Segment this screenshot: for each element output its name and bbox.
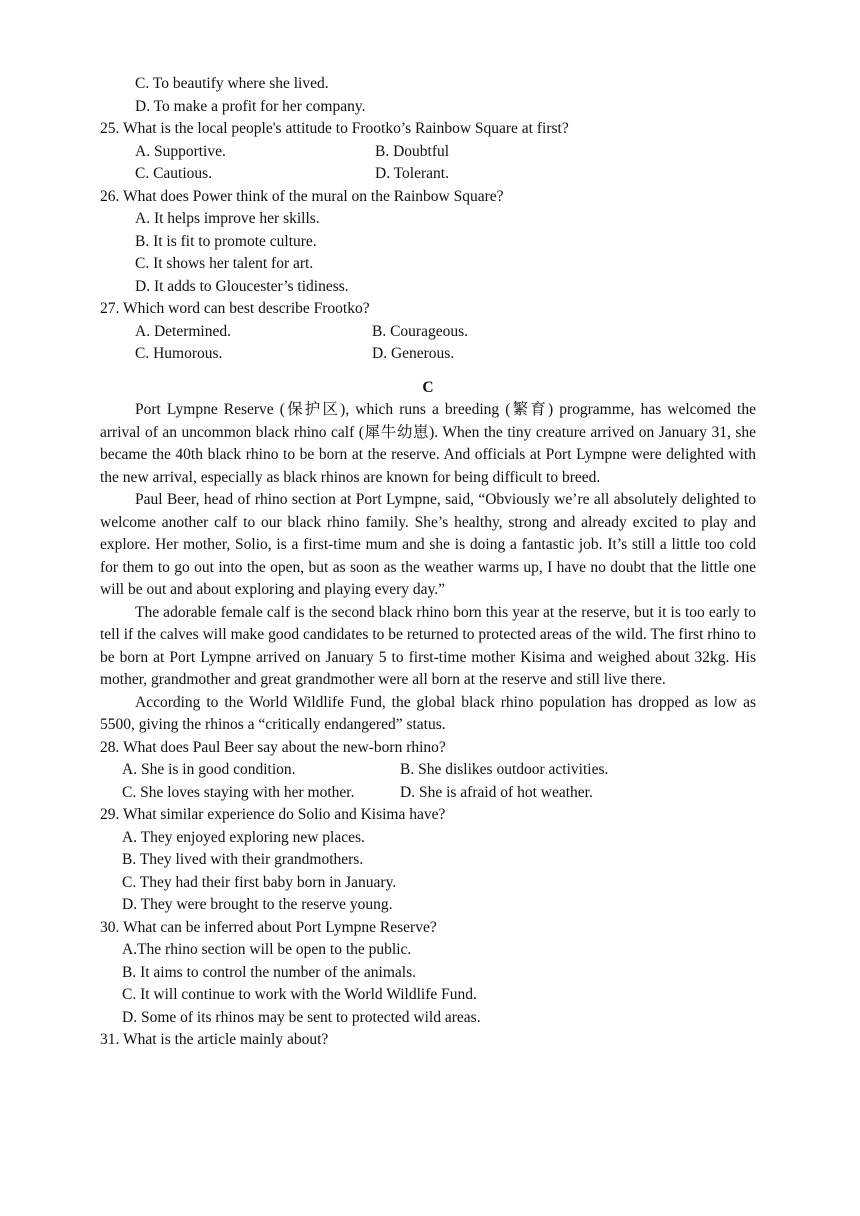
- q25-stem: 25. What is the local people's attitude to Frootko’s Rainbow Square at first?: [100, 120, 569, 137]
- q30-option-a: A.The rhino section will be open to the public.: [122, 941, 412, 958]
- q31-stem: 31. What is the article mainly about?: [100, 1031, 329, 1048]
- passage-paragraph-1: Port Lympne Reserve (保护区), which runs a breeding (繁育) programme, has welcomed the arrival of an uncommon black rhino calf (犀牛幼崽). When the tiny creature arrived on January 31, she became the 40th black rhino to be born at the reserve. And officials at Port Lympne were delighted with the new arrival, especially as black rhinos are known for being difficult to breed.: [100, 401, 756, 486]
- q26-stem: 26. What does Power think of the mural on the Rainbow Square?: [100, 187, 504, 205]
- q29-stem: 29. What similar experience do Solio and Kisima have?: [100, 806, 446, 823]
- q30-option-c: C. It will continue to work with the World Wildlife Fund.: [122, 986, 477, 1003]
- q28-option-c: C. She loves staying with her mother.: [122, 783, 355, 801]
- q24-option-d: D. To make a profit for her company.: [135, 97, 366, 115]
- q29-option-a: A. They enjoyed exploring new places.: [122, 828, 365, 846]
- q27-option-b: B. Courageous.: [372, 322, 469, 340]
- q27-options-row-2: [100, 343, 756, 366]
- q27-option-c: C. Humorous.: [135, 345, 223, 362]
- q30-stem: 30. What can be inferred about Port Lympne Reserve?: [100, 918, 437, 936]
- q26-option-b: B. It is fit to promote culture.: [135, 232, 317, 250]
- q25-option-a: A. Supportive.: [135, 142, 226, 160]
- q28-option-d: D. She is afraid of hot weather.: [400, 783, 593, 801]
- q26-option-d: D. It adds to Gloucester’s tidiness.: [135, 277, 349, 295]
- q26-option-c: C. It shows her talent for art.: [135, 255, 314, 272]
- q25-option-c: C. Cautious.: [135, 165, 213, 182]
- q30-option-b: B. It aims to control the number of the animals.: [122, 963, 417, 981]
- q28-stem: 28. What does Paul Beer say about the new-born rhino?: [100, 738, 446, 756]
- q25-option-b: B. Doubtful: [375, 142, 450, 160]
- q27-stem: 27. Which word can best describe Frootko?: [100, 300, 370, 317]
- q25-option-d: D. Tolerant.: [375, 165, 449, 182]
- q25-options-row-2: [100, 163, 756, 186]
- q29-option-d: D. They were brought to the reserve young.: [122, 896, 393, 913]
- q27-option-a: A. Determined.: [135, 322, 231, 340]
- exam-page: [100, 73, 756, 1052]
- section-title: C: [422, 378, 434, 396]
- q25-options-row-1: [100, 141, 756, 164]
- q28-options-row-1: [100, 759, 756, 782]
- passage-paragraph-4: According to the World Wildlife Fund, the global black rhino population has dropped as low as 5500, giving the rhinos a “critically endangered” status.: [100, 693, 756, 733]
- q28-options-row-2: [100, 782, 756, 805]
- q30-option-d: D. Some of its rhinos may be sent to protected wild areas.: [122, 1008, 481, 1026]
- q28-option-b: B. She dislikes outdoor activities.: [400, 761, 609, 778]
- q27-options-row-1: [100, 321, 756, 344]
- q28-option-a: A. She is in good condition.: [122, 761, 296, 778]
- q24-option-c: C. To beautify where she lived.: [135, 75, 329, 92]
- q27-option-d: D. Generous.: [372, 345, 455, 362]
- passage-paragraph-2: Paul Beer, head of rhino section at Port Lympne, said, “Obviously we’re all absolutely delighted to welcome another calf to our black rhino family. She’s healthy, strong and already excited to play and explore. Her mother, Solio, is a first-time mum and she is doing a fantastic job. It’s still a little too cold for them to go out into the open, but as soon as the weather warms up, I have no doubt that the little one will be out and about exploring and playing every day.”: [100, 491, 756, 598]
- q29-option-b: B. They lived with their grandmothers.: [122, 851, 364, 868]
- q26-option-a: A. It helps improve her skills.: [135, 210, 320, 227]
- passage-paragraph-3: The adorable female calf is the second black rhino born this year at the reserve, but it is too early to tell if the calves will make good candidates to be returned to protected areas of the wild. The first rhino to be born at Port Lympne arrived on January 5 to first-time mother Kisima and weighed about 32kg. His mother, grandmother and great grandmother were all born at the reserve and still live there.: [100, 603, 756, 688]
- q29-option-c: C. They had their first baby born in January.: [122, 873, 397, 891]
